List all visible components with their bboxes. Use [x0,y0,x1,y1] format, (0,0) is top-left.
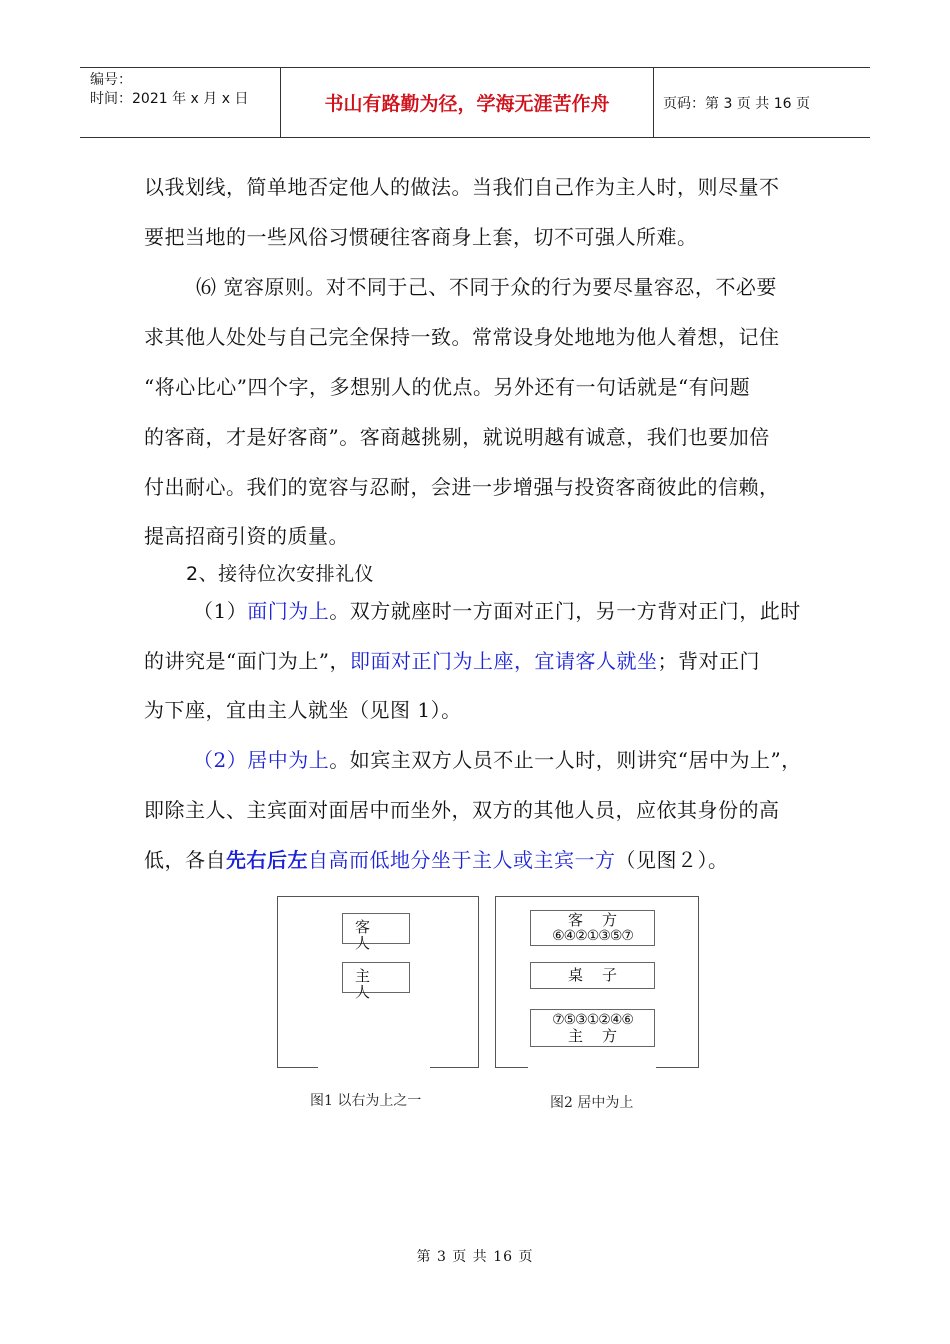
item-number: （1） [193,599,248,623]
text-span: 。双方就座时一方面对正门，另一方背对正门，此时 [329,599,801,623]
figure-1-guest-seat: 客 人 [342,913,410,944]
page-footer: 第 3 页 共 16 页 [416,1249,534,1265]
emphasis-text: 面门为上 [247,599,330,623]
text-line: 求其他人处处与自己完全保持一致。常常设身处地地为他人着想，记住 [144,325,780,349]
text-line [144,844,809,873]
text-line: 为下座，宜由主人就坐（见图 1）。 [144,698,462,722]
header-left-cell [80,68,281,137]
emphasis-text: 自高而低地分坐于主人或主宾一方 [308,848,616,872]
text-span: 。如宾主双方人员不止一人时，则讲究“居中为上”， [329,748,802,772]
text-line: 的客商，才是好客商”。客商越挑剔，就说明越有诚意，我们也要加倍 [144,425,770,449]
text-span: ；背对正门 [657,649,760,673]
figure-1-host-seat: 主 人 [342,962,410,993]
emphasis-text: 先右后左 [226,848,308,872]
emphasis-text: 即面对正门为上座，宜请客人就坐 [349,649,658,673]
time-label: 时间：2021 年 x 月 x 日 [90,91,249,107]
number-label: 编号： [90,72,132,88]
section-heading: 2、接待位次安排礼仪 [186,563,375,585]
figure-1-door [318,1065,430,1069]
figure-2-host-side [530,1009,655,1047]
text-line: “将心比心”四个字，多想别人的优点。另外还有一句话就是“有问题 [144,375,751,399]
host-seat-order: ⑦⑤③①②④⑥ [552,1012,633,1028]
text-line: ⑹ 宽容原则。对不同于己、不同于众的行为要尽量容忍，不必要 [196,275,777,299]
motto: 书山有路勤为径，学海无涯苦作舟 [281,68,654,137]
text-span: （见图２）。 [615,848,729,872]
guest-side-label: 客 方 [567,911,618,929]
figure-1-caption: 图1 以右为上之一 [310,1093,422,1109]
text-line: 要把当地的一些风俗习惯硬往客商身上套，切不可强人所难。 [144,225,698,249]
text-line: 提高招商引资的质量。 [144,524,349,548]
guest-seat-order: ⑥④②①③⑤⑦ [552,928,633,944]
figure-2-guest-side [530,910,655,946]
text-span: 低，各自 [144,848,226,872]
figure-2-caption: 图2 居中为上 [550,1095,634,1111]
header-table [80,67,870,138]
text-line: 付出耐心。我们的宽容与忍耐，会进一步增强与投资客商彼此的信赖， [144,475,780,499]
figure-2-door [528,1065,656,1069]
text-line [144,645,809,674]
text-line: 即除主人、主宾面对面居中而坐外，双方的其他人员，应依其身份的高 [144,798,780,822]
text-line [193,744,858,773]
header-page-info: 页码：第 3 页 共 16 页 [663,95,810,112]
host-side-label: 主 方 [567,1027,618,1045]
text-line: 以我划线，简单地否定他人的做法。当我们自己作为主人时，则尽量不 [144,175,780,199]
emphasis-text: （2）居中为上 [193,748,330,772]
text-span: 的讲究是“面门为上”， [144,649,350,673]
figure-2-table: 桌 子 [530,962,655,989]
text-line [193,595,858,624]
